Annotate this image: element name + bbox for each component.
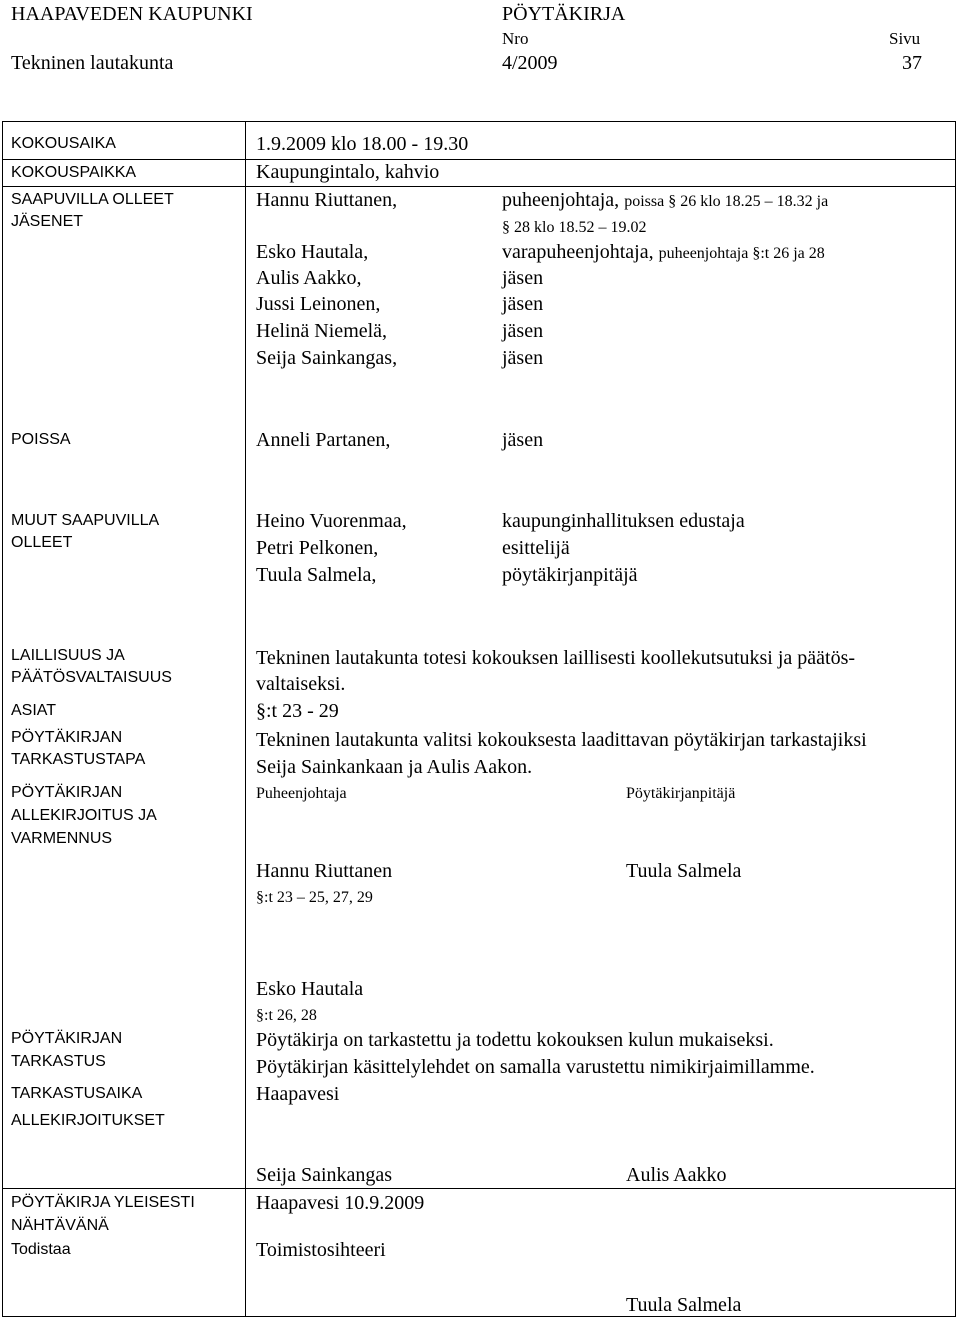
kokousaika-value: 1.9.2009 klo 18.00 - 19.30 bbox=[256, 133, 469, 155]
laillisuus-label-2: PÄÄTÖSVALTAISUUS bbox=[11, 669, 172, 686]
tarkastus-text-2: Pöytäkirjan käsittelylehdet on samalla varustettu nimikirjaimillamme. bbox=[256, 1056, 815, 1078]
member-name: Seija Sainkangas, bbox=[256, 347, 398, 369]
signer-name: Aulis Aakko bbox=[626, 1164, 727, 1186]
member-role: jäsen bbox=[502, 267, 544, 289]
nro-label: Nro bbox=[502, 29, 529, 48]
minutes-table bbox=[2, 121, 956, 1317]
laillisuus-text-2: valtaiseksi. bbox=[256, 673, 346, 695]
todistaa-label: Todistaa bbox=[11, 1241, 71, 1258]
sivu-value: 37 bbox=[902, 52, 922, 74]
member-role: jäsen bbox=[502, 347, 544, 369]
member-note: poissa § 26 klo 18.25 – 18.32 ja bbox=[624, 193, 829, 210]
todistaa-title: Toimistosihteeri bbox=[256, 1239, 386, 1261]
chair-title: Puheenjohtaja bbox=[256, 785, 347, 802]
other-role: esittelijä bbox=[502, 537, 570, 559]
tarkastus-place: Haapavesi bbox=[256, 1083, 340, 1105]
tarkastustapa-text: Tekninen lautakunta valitsi kokouksesta laadittavan pöytäkirjan tarkastajiksi bbox=[256, 729, 867, 751]
chair-name: Hannu Riuttanen bbox=[256, 860, 393, 882]
other-name: Petri Pelkonen, bbox=[256, 537, 379, 559]
allekirjoitus-label-3: VARMENNUS bbox=[11, 830, 113, 847]
org-name: HAAPAVEDEN KAUPUNKI bbox=[11, 3, 253, 25]
nahtavana-value: Haapavesi 10.9.2009 bbox=[256, 1192, 425, 1214]
absent-name: Anneli Partanen, bbox=[256, 429, 391, 451]
laillisuus-label: LAILLISUUS JA bbox=[11, 647, 125, 664]
saapuvilla-label: SAAPUVILLA OLLEET bbox=[11, 191, 174, 208]
signer-name: Seija Sainkangas bbox=[256, 1164, 393, 1186]
member-role: puheenjohtaja, poissa § 26 klo 18.25 – 18.32 ja bbox=[502, 189, 829, 211]
tarkastustapa-label: PÖYTÄKIRJAN bbox=[11, 729, 123, 746]
doc-type: PÖYTÄKIRJA bbox=[502, 3, 626, 25]
muut-label-2: OLLEET bbox=[11, 534, 73, 551]
poissa-label: POISSA bbox=[11, 431, 71, 448]
nahtavana-label-2: NÄHTÄVÄNÄ bbox=[11, 1217, 109, 1234]
member-role: jäsen bbox=[502, 320, 544, 342]
secretary-title: Pöytäkirjanpitäjä bbox=[626, 785, 736, 802]
tarkastustapa-label-2: TARKASTUSTAPA bbox=[11, 751, 146, 768]
tarkastusaika-label: TARKASTUSAIKA bbox=[11, 1085, 143, 1102]
member-name: Jussi Leinonen, bbox=[256, 293, 381, 315]
absent-role: jäsen bbox=[502, 429, 544, 451]
sivu-label: Sivu bbox=[889, 29, 921, 48]
member-note: puheenjohtaja §:t 26 ja 28 bbox=[658, 245, 825, 262]
row-divider bbox=[2, 1188, 956, 1189]
tarkastus-label-2: TARKASTUS bbox=[11, 1053, 106, 1070]
asiat-label: ASIAT bbox=[11, 702, 57, 719]
todistaa-name: Tuula Salmela bbox=[626, 1294, 742, 1316]
member-name: Hannu Riuttanen, bbox=[256, 189, 398, 211]
kokousaika-label: KOKOUSAIKA bbox=[11, 135, 116, 152]
member-name: Esko Hautala, bbox=[256, 241, 369, 263]
other-role: pöytäkirjanpitäjä bbox=[502, 564, 638, 586]
member-role: jäsen bbox=[502, 293, 544, 315]
other-name: Heino Vuorenmaa, bbox=[256, 510, 407, 532]
other-name: Tuula Salmela, bbox=[256, 564, 377, 586]
kokouspaikka-value: Kaupungintalo, kahvio bbox=[256, 161, 440, 183]
row-divider bbox=[2, 159, 956, 160]
chair-sections: §:t 23 – 25, 27, 29 bbox=[256, 889, 373, 906]
member-name: Aulis Aakko, bbox=[256, 267, 362, 289]
tarkastustapa-text-2: Seija Sainkankaan ja Aulis Aakon. bbox=[256, 756, 533, 778]
allekirjoitus-label-2: ALLEKIRJOITUS JA bbox=[11, 807, 157, 824]
allekirjoitukset-label: ALLEKIRJOITUKSET bbox=[11, 1112, 165, 1129]
column-divider bbox=[245, 121, 246, 1317]
vice-sections: §:t 26, 28 bbox=[256, 1007, 317, 1024]
nro-value: 4/2009 bbox=[502, 52, 558, 74]
tarkastus-text: Pöytäkirja on tarkastettu ja todettu kokouksen kulun mukaiseksi. bbox=[256, 1029, 774, 1051]
nahtavana-label: PÖYTÄKIRJA YLEISESTI bbox=[11, 1194, 195, 1211]
tarkastus-label: PÖYTÄKIRJAN bbox=[11, 1030, 123, 1047]
asiat-value: §:t 23 - 29 bbox=[256, 700, 339, 722]
member-note-2: § 28 klo 18.52 – 19.02 bbox=[502, 219, 647, 236]
other-role: kaupunginhallituksen edustaja bbox=[502, 510, 745, 532]
muut-label: MUUT SAAPUVILLA bbox=[11, 512, 160, 529]
laillisuus-text: Tekninen lautakunta totesi kokouksen laillisesti koollekutsutuksi ja päätös- bbox=[256, 647, 856, 669]
member-name: Helinä Niemelä, bbox=[256, 320, 388, 342]
secretary-name: Tuula Salmela bbox=[626, 860, 742, 882]
committee-name: Tekninen lautakunta bbox=[11, 52, 174, 74]
vice-name: Esko Hautala bbox=[256, 978, 364, 1000]
member-role: varapuheenjohtaja, puheenjohtaja §:t 26 ja 28 bbox=[502, 241, 825, 263]
allekirjoitus-label: PÖYTÄKIRJAN bbox=[11, 784, 123, 801]
kokouspaikka-label: KOKOUSPAIKKA bbox=[11, 164, 137, 181]
saapuvilla-label-2: JÄSENET bbox=[11, 213, 84, 230]
